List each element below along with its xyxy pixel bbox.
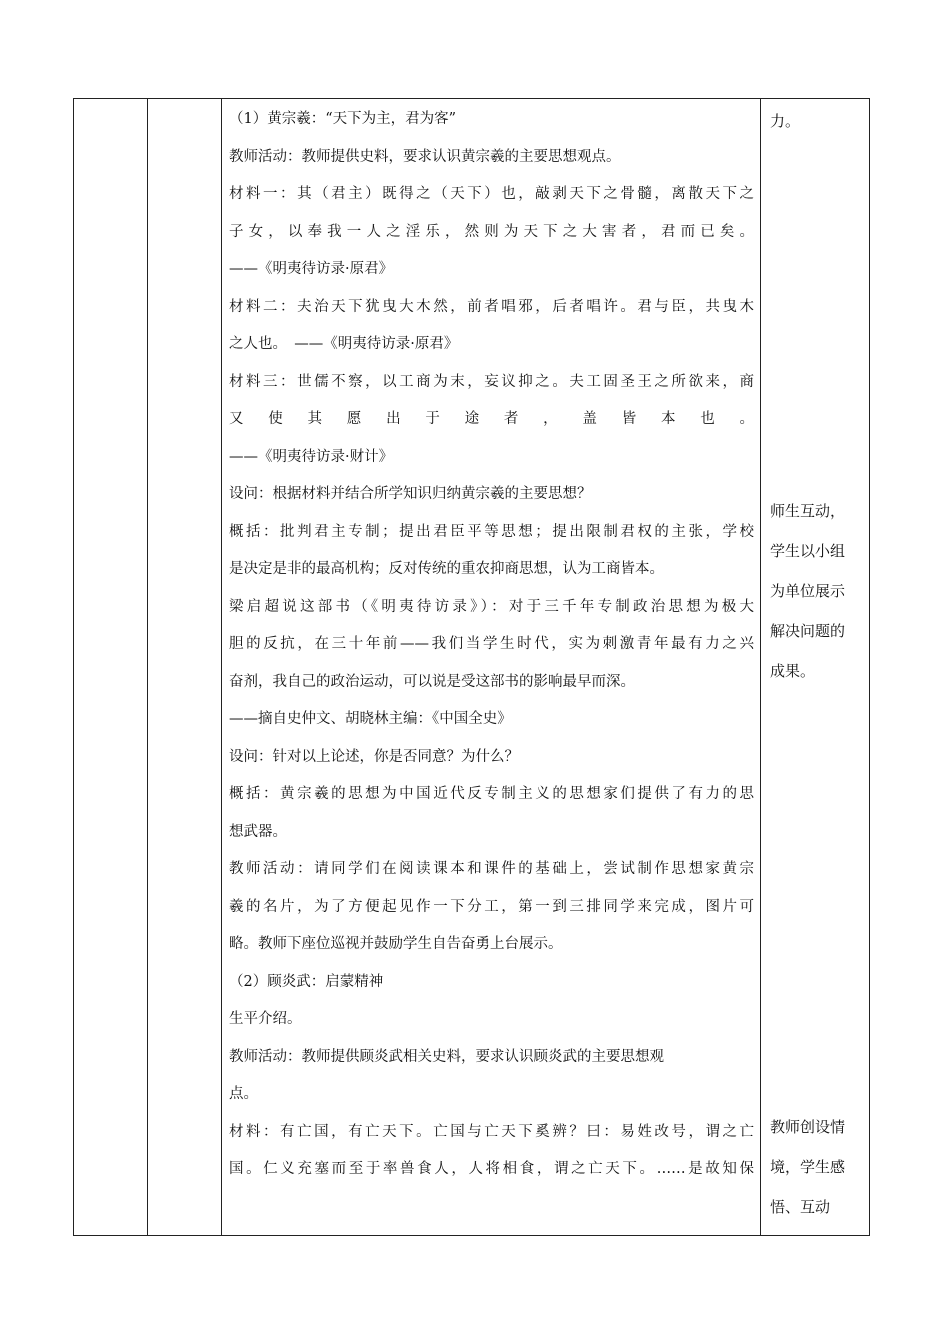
side-note-line: 学生以小组: [770, 542, 846, 560]
side-note-2: [770, 491, 866, 691]
side-note-line: 教师创设情: [770, 1118, 846, 1136]
content-line: 子女，以奉我一人之淫乐，然则为天下之大害者，君而已矣。: [229, 223, 754, 240]
content-line: 点。: [229, 1086, 258, 1102]
content-line: 设问：针对以上论述，你是否同意？为什么？: [229, 748, 519, 765]
content-line: 略。教师下座位巡视并鼓励学生自告奋勇上台展示。: [229, 936, 563, 952]
table-row: [74, 99, 870, 1236]
design-intent-cell: [761, 99, 870, 1236]
content-line: 又使其愿出于途者，盖皆本也。: [229, 411, 754, 427]
teaching-content: [222, 99, 760, 1189]
column-1-cell: [74, 99, 148, 1236]
side-note-3: [770, 1107, 866, 1227]
content-line: 材料一：其（君主）既得之（天下）也，敲剥天下之骨髓，离散天下之: [229, 186, 754, 202]
content-line: 生平介绍。: [229, 1011, 302, 1027]
content-line: 是决定是非的最高机构；反对传统的重农抑商思想，认为工商皆本。: [229, 561, 664, 577]
content-line: ——《明夷待访录·财计》: [229, 448, 394, 465]
side-note-line: 师生互动，: [770, 502, 846, 520]
column-2-cell: [148, 99, 222, 1236]
content-line: 想武器。: [229, 823, 287, 840]
teaching-content-cell: [222, 99, 761, 1236]
content-line: 梁启超说这部书（《明夷待访录》）：对于三千年专制政治思想为极大: [229, 598, 754, 615]
lesson-plan-table: [73, 98, 870, 1236]
side-note-line: 成果。: [770, 662, 816, 680]
content-line: ——《明夷待访录·原君》: [229, 261, 394, 277]
content-line: 羲的名片，为了方便起见作一下分工，第一到三排同学来完成，图片可: [229, 898, 754, 915]
content-line: （1）黄宗羲：“天下为主，君为客”: [229, 111, 457, 127]
content-line: 概括：批判君主专制；提出君臣平等思想；提出限制君权的主张，学校: [229, 523, 754, 540]
content-line: 之人也。 ——《明夷待访录·原君》: [229, 336, 459, 352]
content-line: 概括：黄宗羲的思想为中国近代反专制主义的思想家们提供了有力的思: [229, 786, 754, 802]
side-note-line: 悟、互动: [770, 1198, 831, 1216]
content-line: 国。仁义充塞而至于率兽食人，人将相食，谓之亡天下。……是故知保: [229, 1161, 754, 1177]
content-line: ——摘自史仲文、胡晓林主编：《中国全史》: [229, 711, 512, 727]
content-line: 设问：根据材料并结合所学知识归纳黄宗羲的主要思想？: [229, 486, 592, 502]
content-line: 材料三：世儒不察，以工商为末，妄议抑之。夫工固圣王之所欲来，商: [229, 373, 754, 390]
content-line: 胆的反抗，在三十年前——我们当学生时代，实为刺激青年最有力之兴: [229, 636, 754, 652]
content-line: （2）顾炎武：启蒙精神: [229, 973, 384, 990]
side-note-line: 境，学生感: [770, 1158, 846, 1176]
side-note-line: 力。: [770, 112, 801, 130]
side-note-1: [770, 101, 866, 141]
content-line: 教师活动：教师提供史料，要求认识黄宗羲的主要思想观点。: [229, 148, 621, 165]
side-note-line: 为单位展示: [770, 582, 846, 600]
content-line: 奋剂，我自己的政治运动，可以说是受这部书的影响最早而深。: [229, 673, 635, 690]
content-line: 材料：有亡国，有亡天下。亡国与亡天下奚辨？曰：易姓改号，谓之亡: [229, 1123, 754, 1140]
side-note-line: 解决问题的: [770, 622, 846, 640]
content-line: 材料二：夫治天下犹曳大木然，前者唱邪，后者唱许。君与臣，共曳木: [229, 298, 754, 315]
content-line: 教师活动：教师提供顾炎武相关史料，要求认识顾炎武的主要思想观: [229, 1048, 664, 1065]
content-line: 教师活动：请同学们在阅读课本和课件的基础上，尝试制作思想家黄宗: [229, 861, 754, 877]
